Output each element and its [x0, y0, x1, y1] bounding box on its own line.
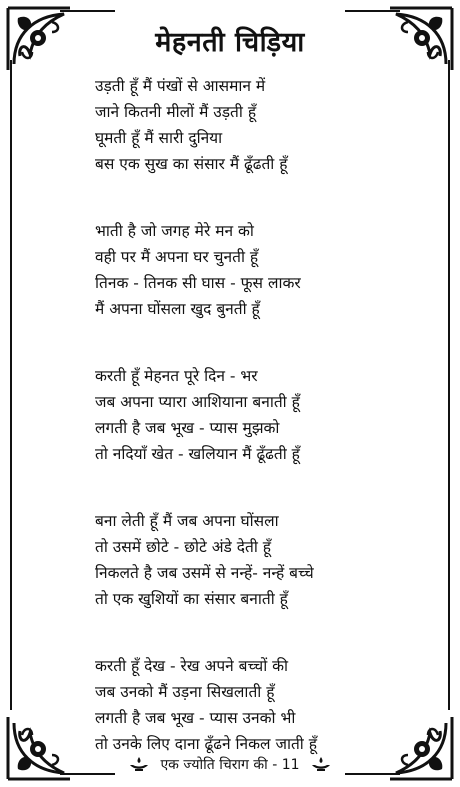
footer-text: एक ज्योति चिराग की - 11: [160, 757, 300, 773]
poem-line: मैं अपना घोंसला खुद बुनती हूँ: [95, 300, 260, 318]
poem-line: करती हूँ मेहनत पूरे दिन - भर: [95, 367, 258, 385]
stanza: [95, 653, 395, 757]
stanza: [95, 218, 395, 322]
poem-line: लगती है जब भूख - प्यास उनको भी: [95, 709, 296, 727]
stanza: [95, 73, 395, 177]
poem-body: [95, 73, 395, 757]
poem-line: तो उसमें छोटे - छोटे अंडे देती हूँ: [95, 538, 272, 556]
poem-title: मेहनती चिड़िया: [155, 27, 305, 58]
oil-lamp-icon: [128, 757, 150, 771]
poem-line: तो उनके लिए दाना ढूँढने निकल जाती हूँ: [95, 735, 317, 753]
page-footer: [0, 755, 460, 774]
poem-line: तो नदियाँ खेत - खलियान मैं ढूँढती हूँ: [95, 445, 300, 463]
frame-line-left: [10, 60, 12, 710]
poem-line: वही पर मैं अपना घर चुनती हूँ: [95, 248, 259, 266]
stanza: [95, 363, 395, 467]
frame-line-right: [448, 60, 450, 710]
poem-line: करती हूँ देख - रेख अपने बच्चों की: [95, 657, 289, 675]
poem-line: तो एक खुशियों का संसार बनाती हूँ: [95, 590, 288, 608]
poem-line: निकलते है जब उसमें से नन्हें- नन्हें बच्चे: [95, 564, 314, 582]
stanza: [95, 508, 395, 612]
poem-line: उड़ती हूँ मैं पंखों से आसमान में: [95, 77, 266, 95]
poem-line: घूमती हूँ मैं सारी दुनिया: [95, 129, 223, 147]
poem-line: बना लेती हूँ मैं जब अपना घोंसला: [95, 512, 279, 530]
oil-lamp-icon: [310, 757, 332, 771]
poem-line: बस एक सुख का संसार मैं ढूँढती हूँ: [95, 155, 288, 173]
poem-line: जाने कितनी मीलों मैं उड़ती हूँ: [95, 103, 257, 121]
poem-line: तिनक - तिनक सी घास - फूस लाकर: [95, 274, 301, 292]
poem-line: भाती है जो जगह मेरे मन को: [95, 222, 254, 240]
poem-line: लगती है जब भूख - प्यास मुझको: [95, 419, 280, 437]
poem-line: जब उनको मैं उड़ना सिखलाती हूँ: [95, 683, 275, 701]
poem-line: जब अपना प्यारा आशियाना बनाती हूँ: [95, 393, 300, 411]
